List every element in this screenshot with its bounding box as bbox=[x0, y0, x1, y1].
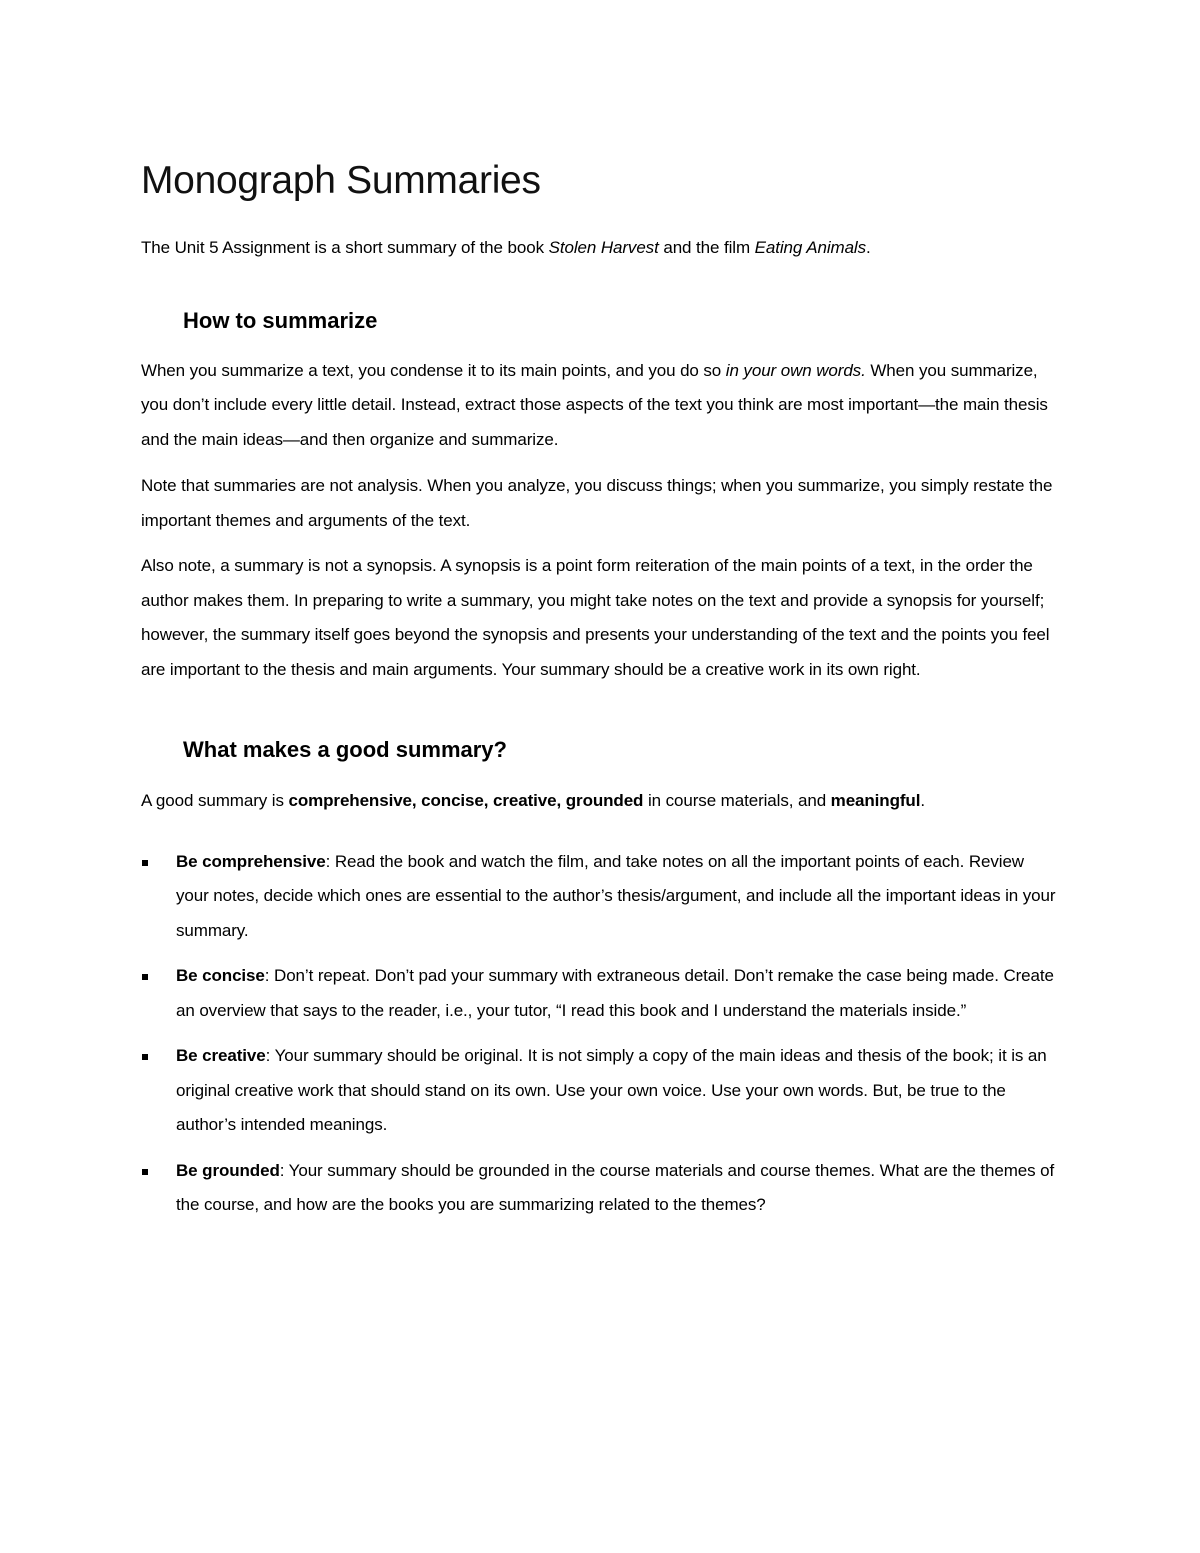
list-item-grounded bbox=[141, 1154, 1061, 1223]
square-bullet-icon bbox=[142, 974, 148, 980]
intro-text-middle: and the film bbox=[658, 238, 755, 257]
keyword-comprehensive: comprehensive bbox=[288, 791, 412, 810]
section-heading-good-summary: What makes a good summary? bbox=[183, 737, 507, 762]
list-item-concise bbox=[141, 959, 1061, 1028]
list-item-text: : Your summary should be original. It is not simply a copy of the main ideas and thesis of the book; it is an original creative work that should stand on its own. Use your own voice. Use your own words. But, be true to the author’s intended meanings. bbox=[176, 1046, 1047, 1134]
list-item-label: Be grounded bbox=[176, 1160, 280, 1180]
list-item-text: : Your summary should be grounded in the course materials and course themes. What are the themes of the course, and how are the books you are summarizing related to the themes? bbox=[176, 1160, 1055, 1214]
section-heading-how-to-summarize: How to summarize bbox=[183, 307, 378, 333]
good-summary-list bbox=[141, 845, 1061, 1223]
list-item-label: Be creative bbox=[176, 1046, 266, 1065]
keyword-meaningful: meaningful bbox=[830, 791, 921, 810]
keyword-grounded: grounded bbox=[565, 791, 644, 810]
paragraph-text: When you summarize a text, you condense it to its main points, and you do so bbox=[141, 360, 726, 380]
emphasis-text: in your own words. bbox=[725, 360, 866, 380]
list-item-text: : Read the book and watch the film, and take notes on all the important points of each. Review your notes, decide which ones are essential to the author’s thesis/argument, and include all the important ideas in your summary. bbox=[176, 851, 1056, 940]
intro-text: The Unit 5 Assignment is a short summary of the book bbox=[141, 238, 549, 257]
intro-text-end: . bbox=[920, 791, 925, 810]
book-title: Stolen Harvest bbox=[548, 238, 659, 257]
good-summary-intro bbox=[141, 784, 1061, 819]
keyword-concise: concise bbox=[421, 791, 484, 810]
paragraph-not-synopsis: Also note, a summary is not a synopsis. A synopsis is a point form reiteration of the main points of a text, in the order the author makes them. In preparing to write a summary, you might take notes on the text and provide a synopsis for yourself; however, the summary itself goes beyond the synopsis and presents your understanding of the text and the points you feel are important to the thesis and main arguments. Your summary should be a creative work in its own right. bbox=[141, 556, 1050, 679]
intro-paragraph bbox=[141, 231, 1061, 266]
intro-text-end: . bbox=[866, 238, 871, 257]
keyword-creative: creative bbox=[493, 791, 557, 810]
separator: , bbox=[411, 791, 422, 810]
paragraph-not-analysis: Note that summaries are not analysis. When you analyze, you discuss things; when you summarize, you simply restate the important themes and arguments of the text. bbox=[141, 476, 1053, 530]
document-page bbox=[141, 150, 1061, 1234]
separator: , bbox=[556, 791, 566, 810]
intro-text-middle: in course materials, and bbox=[643, 791, 831, 810]
page-title: Monograph Summaries bbox=[141, 159, 541, 202]
list-item-comprehensive bbox=[141, 845, 1061, 949]
list-item-creative bbox=[141, 1039, 1061, 1143]
list-item-text: : Don’t repeat. Don’t pad your summary with extraneous detail. Don’t remake the case being made. Create an overview that says to the reader, i.e., your tutor, “I read this book and I understand the materials inside.” bbox=[176, 966, 1054, 1020]
square-bullet-icon bbox=[142, 1169, 148, 1175]
square-bullet-icon bbox=[142, 1054, 148, 1060]
list-item-label: Be concise bbox=[176, 966, 265, 985]
intro-text: A good summary is bbox=[141, 791, 289, 810]
paragraph-summarize-definition bbox=[141, 354, 1061, 458]
paragraph-text-continued: When you summarize, you don’t include every little detail. Instead, extract those aspects of the text you think are most important—the main thesis and the main ideas—and then organize and summarize. bbox=[141, 360, 1048, 449]
square-bullet-icon bbox=[142, 860, 148, 866]
film-title: Eating Animals bbox=[754, 238, 867, 257]
list-item-label: Be comprehensive bbox=[176, 851, 326, 871]
separator: , bbox=[483, 791, 494, 810]
